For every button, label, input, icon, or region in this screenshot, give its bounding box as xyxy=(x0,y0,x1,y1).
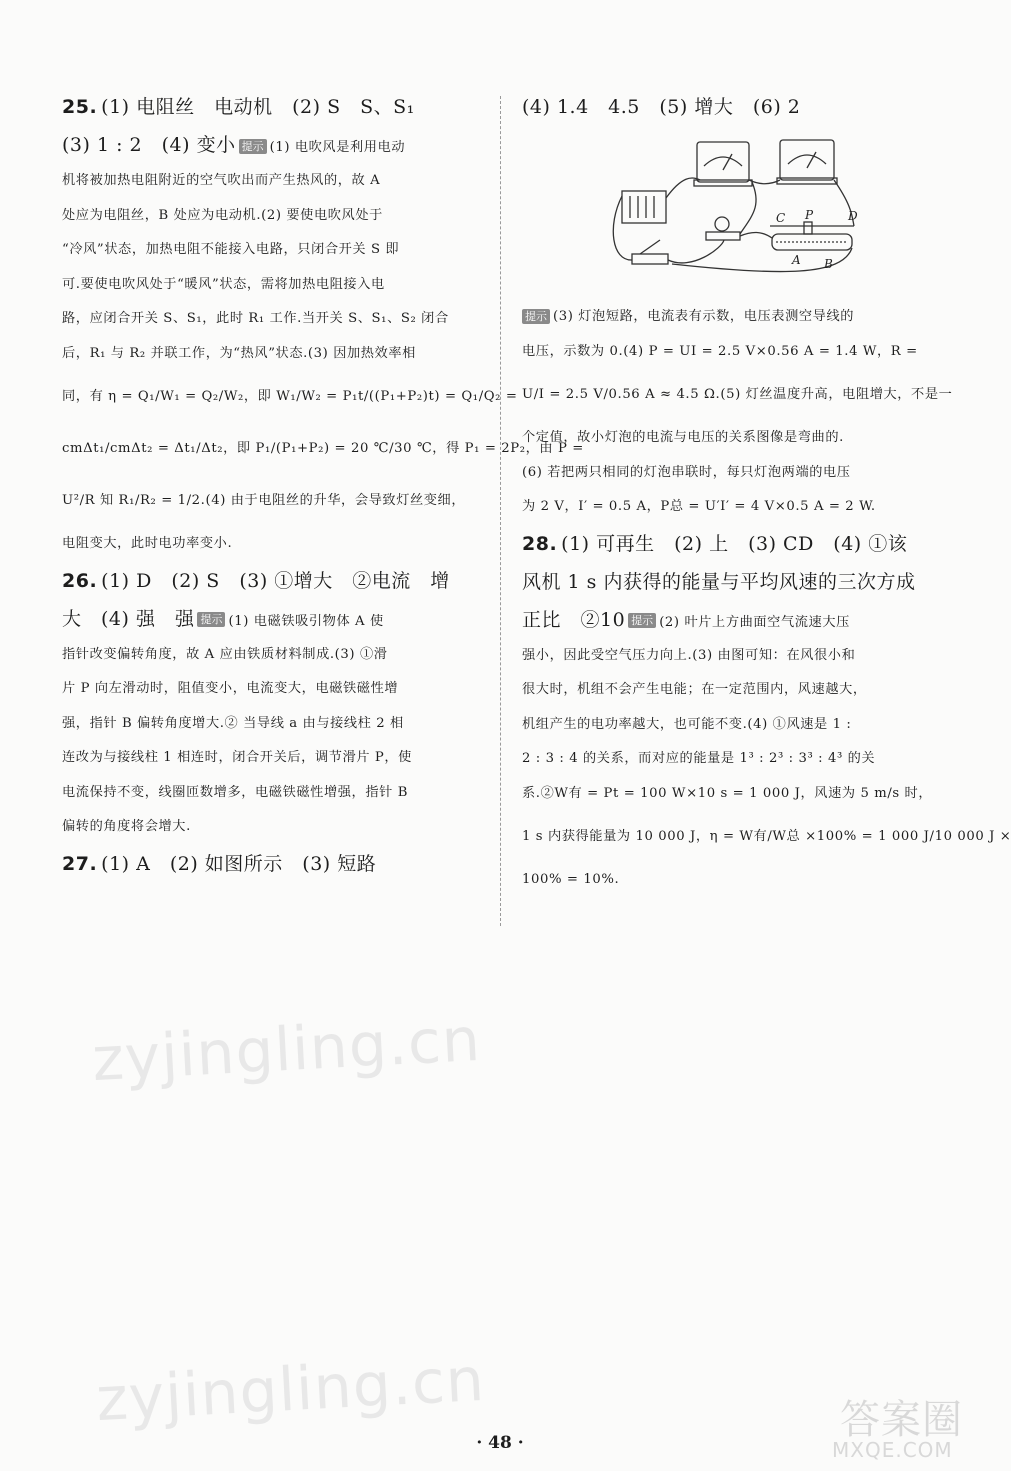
watermark: zyjingling.cn xyxy=(94,1344,487,1436)
q28-hint-start: (2) 叶片上方曲面空气流速大压 xyxy=(659,614,850,630)
bulb xyxy=(715,217,729,231)
q25-explanation-line: 电阻变大，此时电功率变小. xyxy=(62,536,233,551)
watermark-site: MXQE.COM xyxy=(832,1438,953,1462)
q26-explanation-line: 偏转的角度将会增大. xyxy=(62,819,191,834)
q27-explanation-line: 电压，示数为 0.(4) P = UI = 2.5 V×0.56 A = 1.4 W，R = xyxy=(522,343,918,359)
ammeter xyxy=(697,142,749,182)
circuit-figure xyxy=(602,136,872,286)
hint-badge: 提示 xyxy=(628,613,656,628)
q25-number: 25. xyxy=(62,96,98,118)
right-column xyxy=(522,88,1011,898)
circuit-diagram xyxy=(602,136,872,286)
q28-line-2: 风机 1 s 内获得的能量与平均风速的三次方成 xyxy=(522,570,916,593)
page-number: · 48 · xyxy=(476,1433,524,1453)
label-a: A xyxy=(792,253,801,267)
q28-explanation-line: 100% = 10%. xyxy=(522,872,620,887)
q26-explanation-line: 强，指针 B 偏转角度增大.② 当导线 a 由与接线柱 2 相 xyxy=(62,715,404,731)
watermark: zyjingling.cn xyxy=(90,1004,483,1096)
q25-explanation-line: 机将被加热电阻附近的空气吹出而产生热风的，故 A xyxy=(62,173,381,188)
q28-explanation-line: 机组产生的电功率越大，也可能不变.(4) ①风速是 1 : xyxy=(522,716,852,732)
q25-line-2 xyxy=(62,126,486,164)
q27-explanation-line: (6) 若把两只相同的灯泡串联时，每只灯泡两端的电压 xyxy=(522,464,851,480)
watermark-logo: 答案圈 xyxy=(840,1397,963,1443)
q26-line-1 xyxy=(62,562,486,600)
q25-explanation-line: 处应为电阻丝，B 处应为电动机.(2) 要使电吹风处于 xyxy=(62,207,383,223)
q27-hint-line xyxy=(522,300,948,335)
q28-line-3 xyxy=(522,601,948,639)
hint-badge: 提示 xyxy=(239,139,267,154)
q25-line-1 xyxy=(62,88,486,126)
q28-formula-line: 1 s 内获得能量为 10 000 J，η = W有/W总 ×100% = 1 000 J/10 000 J × xyxy=(522,829,1011,844)
q26-explanation-line: 指针改变偏转角度，故 A 应由铁质材料制成.(3) ①滑 xyxy=(62,646,388,662)
q27-formula-line: U/I = 2.5 V/0.56 A ≈ 4.5 Ω.(5) 灯丝温度升高，电阻增大，不是一 xyxy=(522,387,953,402)
q27-explanation-line: 为 2 V，I′ = 0.5 A，P总 = U′I′ = 4 V×0.5 A = 2 W. xyxy=(522,499,876,514)
battery-box xyxy=(622,191,666,223)
q27-hint-start: (3) 灯泡短路，电流表有示数，电压表测空导线的 xyxy=(553,309,855,324)
q25-answer-1: (1) 电阻丝 电动机 (2) S S、S₁ xyxy=(101,96,415,118)
q25-formula-line: cmΔt₁/cmΔt₂ = Δt₁/Δt₂，即 P₁/(P₁+P₂) = 20 ℃/30 ℃，得 P₁ = 2P₂，由 P = xyxy=(62,441,584,456)
q25-hint-start: (1) 电吹风是利用电动 xyxy=(269,140,406,155)
column-divider xyxy=(500,96,501,926)
q28-explanation-line: 2 : 3 : 4 的关系，而对应的能量是 1³ : 2³ : 3³ : 4³ 的关 xyxy=(522,751,876,766)
q26-answer-1: (1) D (2) S (3) ①增大 ②电流 增 xyxy=(101,569,450,592)
label-d: D xyxy=(848,209,858,223)
q27-answer-1: (1) A (2) 如图所示 (3) 短路 xyxy=(101,852,377,875)
q26-answer-2: 大 (4) 强 强 xyxy=(62,607,195,630)
q25-answer-2: (3) 1 : 2 (4) 变小 xyxy=(62,134,236,156)
voltmeter xyxy=(780,140,834,180)
q25-formula-line: U²/R 知 R₁/R₂ = 1/2.(4) 由于电阻丝的升华，会导致灯丝变细， xyxy=(62,493,466,508)
q26-number: 26. xyxy=(62,569,98,592)
hint-badge: 提示 xyxy=(522,309,550,324)
label-c: C xyxy=(776,211,786,225)
q27-line-2: (4) 1.4 4.5 (5) 增大 (6) 2 xyxy=(522,96,801,118)
q25-formula-line: 同，有 η = Q₁/W₁ = Q₂/W₂，即 W₁/W₂ = P₁t/((P₁+P₂)t) = Q₁/Q₂ = xyxy=(62,389,518,404)
q28-explanation-line: 系.②W有 = Pt = 100 W×10 s = 1 000 J，风速为 5 m/s 时， xyxy=(522,785,933,801)
q27-number: 27. xyxy=(62,852,98,875)
q26-explanation-line: 片 P 向左滑动时，阻值变小，电流变大，电磁铁磁性增 xyxy=(62,681,399,696)
q28-number: 28. xyxy=(522,532,558,555)
q28-answer-3: 正比 ②10 xyxy=(522,608,626,631)
q25-explanation-line: 可.要使电吹风处于“暖风”状态，需将加热电阻接入电 xyxy=(62,276,385,292)
switch xyxy=(632,254,668,264)
q27-explanation-line: 个定值，故小灯泡的电流与电压的关系图像是弯曲的. xyxy=(522,430,844,445)
q26-explanation-line: 连改为与接线柱 1 相连时，闭合开关后，调节滑片 P，使 xyxy=(62,750,412,765)
label-p: P xyxy=(805,208,814,222)
q26-hint-start: (1) 电磁铁吸引物体 A 使 xyxy=(228,613,384,629)
label-b: B xyxy=(824,257,833,271)
q28-line-1 xyxy=(522,525,948,563)
q26-explanation-line: 电流保持不变，线圈匝数增多，电磁铁磁性增强，指针 B xyxy=(62,784,408,800)
q28-explanation-line: 强小，因此受空气压力向上.(3) 由图可知：在风很小和 xyxy=(522,647,856,663)
q28-answer-1: (1) 可再生 (2) 上 (3) CD (4) ①该 xyxy=(561,532,908,555)
q27-line-1 xyxy=(62,845,486,883)
q26-line-2 xyxy=(62,600,486,638)
q28-explanation-line: 很大时，机组不会产生电能；在一定范围内，风速越大， xyxy=(522,682,867,697)
q25-explanation-line: 路，应闭合开关 S、S₁，此时 R₁ 工作.当开关 S、S₁、S₂ 闭合 xyxy=(62,311,449,326)
q25-explanation-line: “冷风”状态，加热电阻不能接入电路，只闭合开关 S 即 xyxy=(62,242,400,257)
hint-badge: 提示 xyxy=(197,612,225,627)
q25-explanation-line: 后，R₁ 与 R₂ 并联工作，为“热风”状态.(3) 因加热效率相 xyxy=(62,345,416,361)
